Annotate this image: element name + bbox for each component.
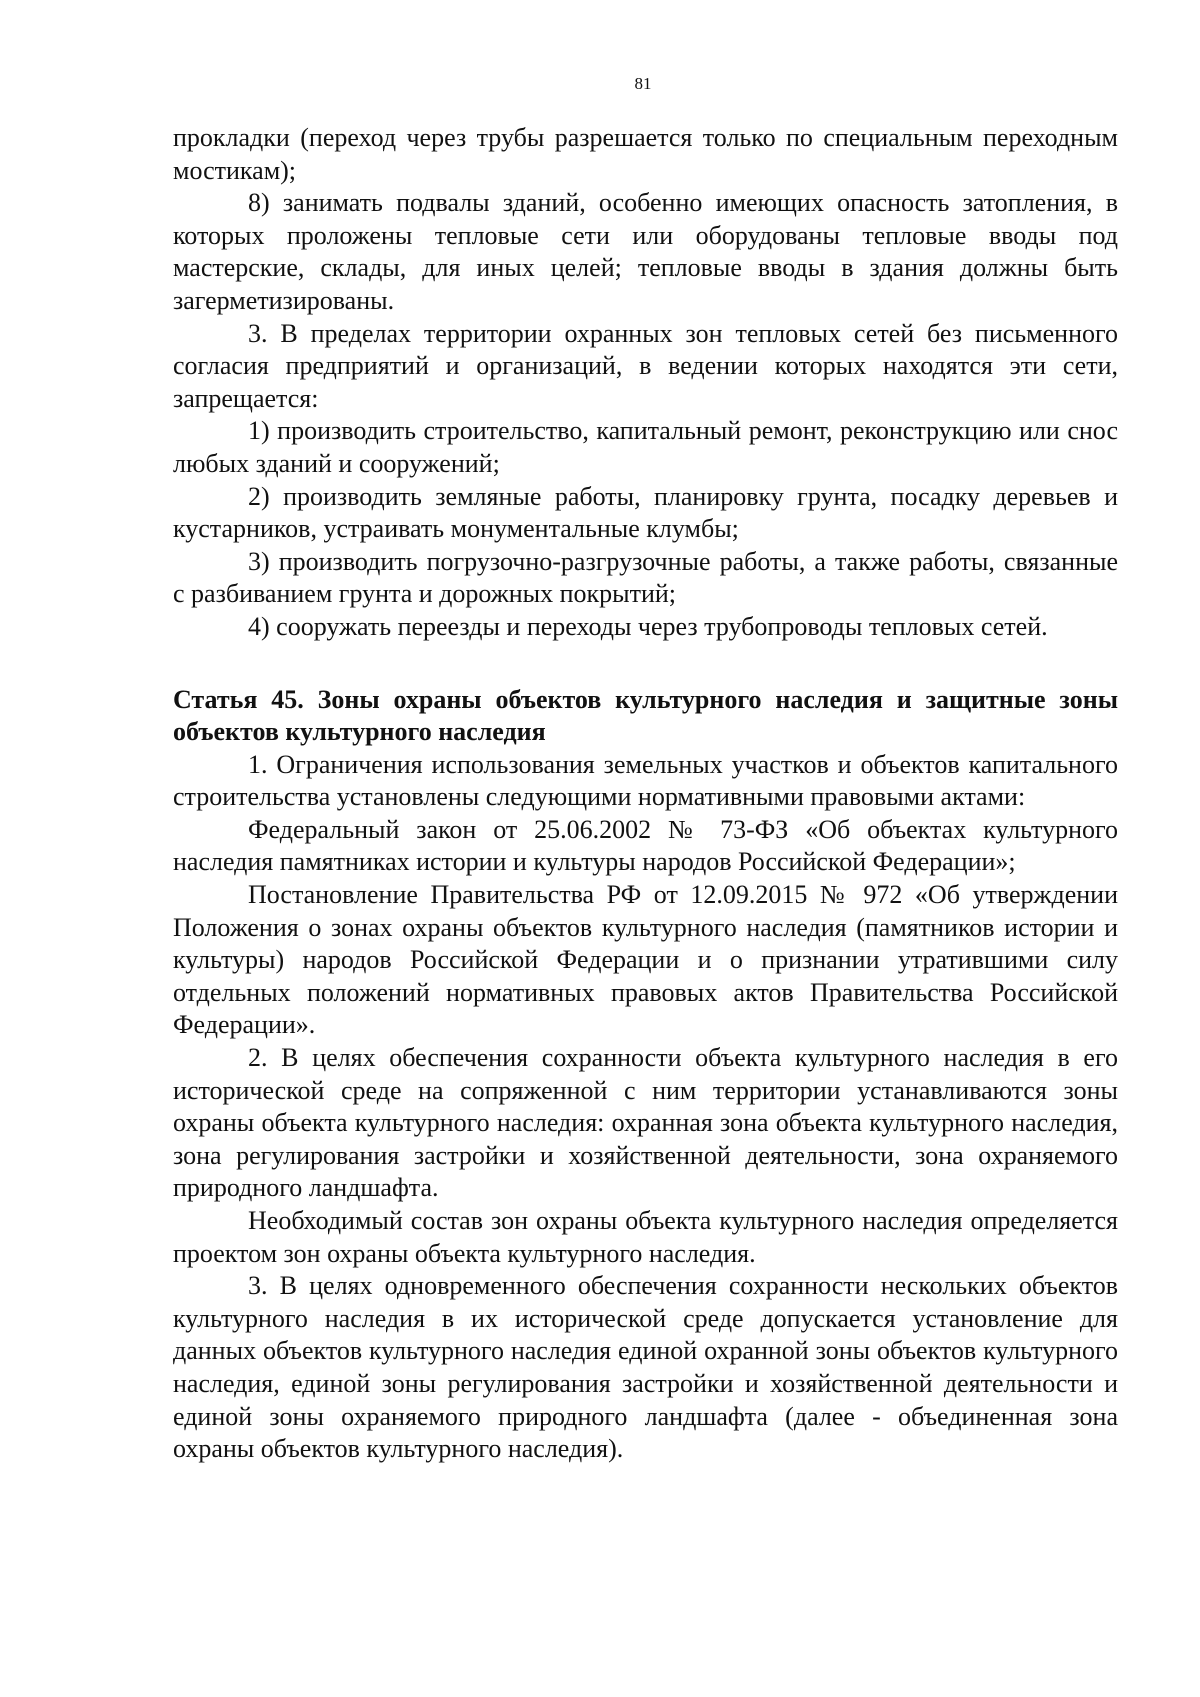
paragraph: 3. В пределах территории охранных зон тепловых сетей без письменного согласия предприятий и организаций, в ведении которых находятся эти сети, запрещается:	[173, 318, 1118, 413]
paragraph: 1. Ограничения использования земельных участков и объектов капитального строительства установлены следующими нормативными правовыми актами:	[173, 749, 1118, 812]
paragraph: 8) занимать подвалы зданий, особенно имеющих опасность затопления, в которых проложены тепловые сети или оборудованы тепловые вводы под мастерские, склады, для иных целей; тепловые вводы в здания должны быть загерметизированы.	[173, 188, 1118, 315]
paragraph: Постановление Правительства РФ от 12.09.2015 № 972 «Об утверждении Положения о зонах охраны объектов культурного наследия (памятников истории и культуры) народов Российской Федерации и о признании утратившими силу отдельных положений нормативных правовых актов Правительства Российской Федерации».	[173, 880, 1118, 1040]
paragraph: прокладки (переход через трубы разрешается только по специальным переходным мостикам);	[173, 123, 1118, 185]
list-item: 4) сооружать переезды и переходы через трубопроводы тепловых сетей.	[248, 611, 1048, 641]
page-number: 81	[634, 74, 652, 93]
article-heading: Статья 45. Зоны охраны объектов культурного наследия и защитные зоны объектов культурного наследия	[173, 684, 1118, 747]
document-body	[173, 122, 1118, 1466]
list-item: 1) производить строительство, капитальный ремонт, реконструкцию или снос любых зданий и сооружений;	[173, 416, 1118, 478]
paragraph: Необходимый состав зон охраны объекта культурного наследия определяется проектом зон охраны объекта культурного наследия.	[173, 1206, 1118, 1268]
paragraph: Федеральный закон от 25.06.2002 № 73-ФЗ «Об объектах культурного наследия памятниках истории и культуры народов Российской Федерации»;	[173, 814, 1118, 877]
paragraph: 3. В целях одновременного обеспечения сохранности нескольких объектов культурного наследия в их исторической среде допускается установление для данных объектов культурного наследия единой охранной зоны объектов культурного наследия, единой зоны регулирования застройки и хозяйственной деятельности и единой зоны охраняемого природного ландшафта (далее - объединенная зона охраны объектов культурного наследия).	[173, 1271, 1118, 1464]
paragraph: 2. В целях обеспечения сохранности объекта культурного наследия в его исторической среде на сопряженной с ним территории устанавливаются зоны охраны объекта культурного наследия: охранная зона объекта культурного наследия, зона регулирования застройки и хозяйственной деятельности, зона охраняемого природного ландшафта.	[173, 1043, 1118, 1203]
list-item: 3) производить погрузочно-разгрузочные работы, а также работы, связанные с разбиванием грунта и дорожных покрытий;	[173, 546, 1118, 609]
list-item: 2) производить земляные работы, планировку грунта, посадку деревьев и кустарников, устраивать монументальные клумбы;	[173, 481, 1118, 544]
